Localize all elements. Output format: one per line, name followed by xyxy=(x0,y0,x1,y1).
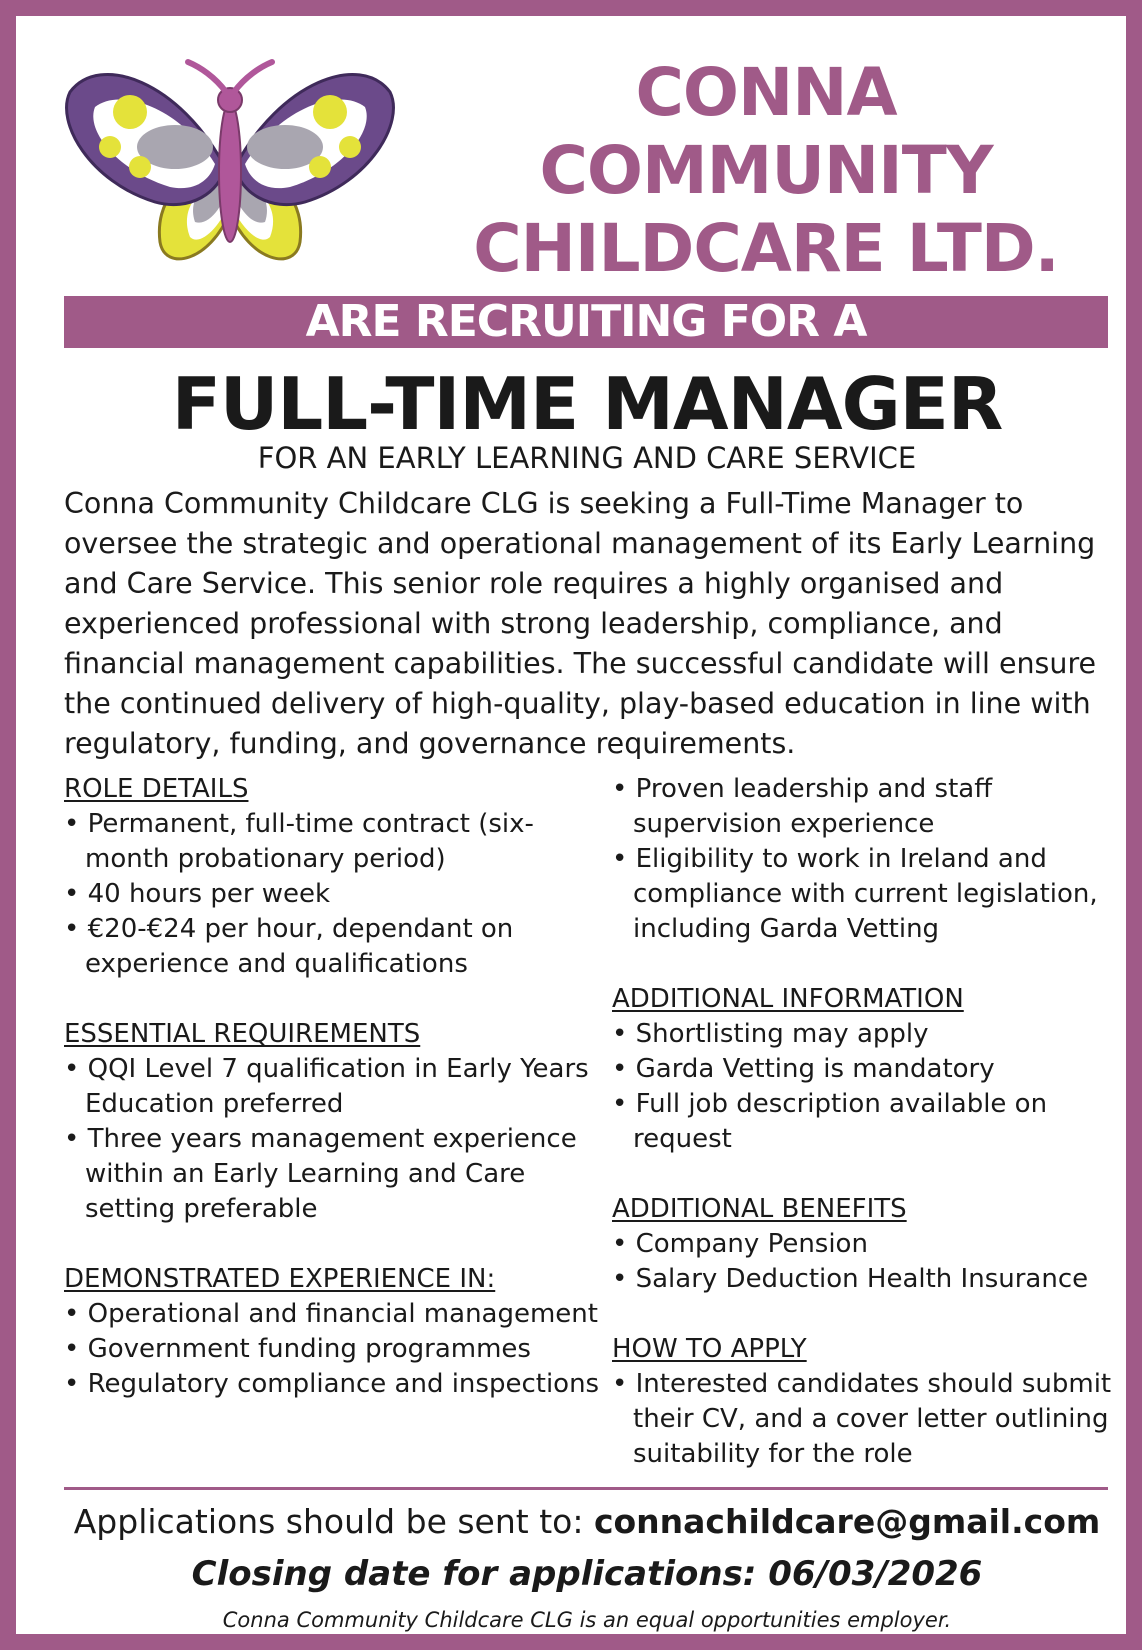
bullet-list xyxy=(64,1052,604,1227)
job-subtitle: FOR AN EARLY LEARNING AND CARE SERVICE xyxy=(257,441,917,475)
additional-information-section xyxy=(612,982,1122,1157)
equal-opportunities-note: Conna Community Childcare CLG is an equal opportunities employer. xyxy=(222,1608,952,1632)
butterfly-logo-icon xyxy=(60,52,400,282)
list-item: • Three years management experience within an Early Learning and Care setting preferable xyxy=(64,1122,604,1227)
list-item: • Company Pension xyxy=(612,1227,1122,1262)
section-heading: ESSENTIAL REQUIREMENTS xyxy=(64,1019,421,1049)
section-heading: DEMONSTRATED EXPERIENCE IN: xyxy=(64,1264,496,1294)
list-item: • Shortlisting may apply xyxy=(612,1017,1122,1052)
list-item: • €20-€24 per hour, dependant on experience and qualifications xyxy=(64,912,604,982)
section-heading: ROLE DETAILS xyxy=(64,774,249,804)
contact-email-link[interactable]: connachildcare@gmail.com xyxy=(593,1502,1101,1541)
org-name-line2: COMMUNITY xyxy=(539,132,993,209)
right-column xyxy=(612,772,1122,1507)
list-item: • Full job description available on request xyxy=(612,1087,1122,1157)
list-item: • Garda Vetting is mandatory xyxy=(612,1052,1122,1087)
list-item: • Government funding programmes xyxy=(64,1332,604,1367)
organisation-name xyxy=(456,54,1076,288)
experience-section xyxy=(64,1262,604,1402)
additional-benefits-section xyxy=(612,1192,1122,1297)
bullet-list xyxy=(612,1017,1122,1157)
list-item: • Permanent, full-time contract (six-month probationary period) xyxy=(64,807,604,877)
list-item: • Eligibility to work in Ireland and compliance with current legislation, including Garda Vetting xyxy=(612,842,1122,947)
role-details-section xyxy=(64,772,604,982)
intro-paragraph: Conna Community Childcare CLG is seeking a Full-Time Manager to oversee the strategic and operational management of its Early Learning and Care Service. This senior role requires a highly organised and experienced professional with strong leadership, compliance, and financial management capabilities. The successful candidate will ensure the continued delivery of high-quality, play-based education in line with regulatory, funding, and governance requirements. xyxy=(64,487,1097,760)
bullet-list xyxy=(612,1367,1122,1472)
list-item: • Interested candidates should submit their CV, and a cover letter outlining suitability for the role xyxy=(612,1367,1122,1472)
list-item: • Operational and financial management xyxy=(64,1297,604,1332)
closing-date: Closing date for applications: 06/03/2026 xyxy=(191,1554,983,1594)
list-item: • 40 hours per week xyxy=(64,877,604,912)
bullet-list xyxy=(64,807,604,982)
list-item: • QQI Level 7 qualification in Early Years Education preferred xyxy=(64,1052,604,1122)
list-item: • Proven leadership and staff supervision experience xyxy=(612,772,1122,842)
application-line xyxy=(16,1500,1142,1544)
org-name-line1: CONNA xyxy=(635,54,897,131)
section-heading: HOW TO APPLY xyxy=(612,1334,807,1364)
bullet-list xyxy=(64,1297,604,1402)
footer-divider xyxy=(64,1487,1108,1490)
list-item: • Regulatory compliance and inspections xyxy=(64,1367,604,1402)
left-column xyxy=(64,772,604,1437)
list-item: • Salary Deduction Health Insurance xyxy=(612,1262,1122,1297)
section-heading: ADDITIONAL INFORMATION xyxy=(612,984,964,1014)
essential-requirements-section xyxy=(64,1017,604,1227)
experience-continued-section xyxy=(612,772,1122,947)
apply-label: Applications should be sent to: xyxy=(73,1502,594,1541)
bullet-list xyxy=(612,772,1122,947)
job-title: FULL-TIME MANAGER xyxy=(171,362,1003,446)
org-name-line3: CHILDCARE LTD. xyxy=(473,210,1059,287)
recruiting-banner: ARE RECRUITING FOR A xyxy=(64,296,1108,348)
how-to-apply-section xyxy=(612,1332,1122,1472)
section-heading: ADDITIONAL BENEFITS xyxy=(612,1194,907,1224)
bullet-list xyxy=(612,1227,1122,1297)
